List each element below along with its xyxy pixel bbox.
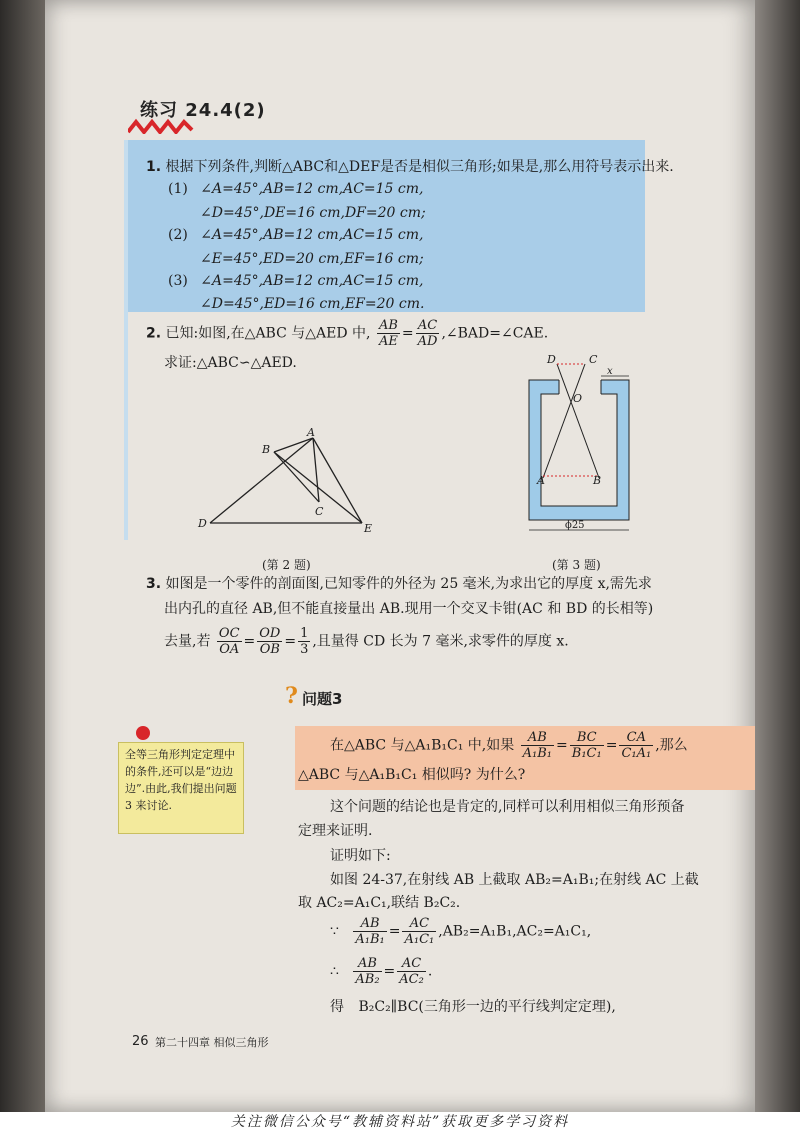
q1-item-1-b: ∠D=45°,DE=16 cm,DF=20 cm; [200, 205, 426, 221]
body-para-1-line-2: 定理来证明. [298, 823, 373, 839]
question-mark-icon: ? [285, 683, 298, 709]
equals-sign: = [401, 325, 414, 342]
fraction-numerator: AB [353, 916, 386, 932]
fig3-label-diameter: ϕ25 [565, 520, 585, 531]
p3-fraction-ca [619, 730, 653, 761]
q1-line [146, 156, 674, 178]
figure-3-caption: (第 3 题) [552, 558, 601, 572]
fraction-denominator: 3 [300, 642, 309, 657]
figure-2-caption: (第 2 题) [262, 558, 311, 572]
problem-3-text: 在△ABC 与△A₁B₁C₁ 中,如果 [330, 737, 515, 754]
step1-fraction-ac [402, 916, 436, 947]
q2-fraction-ac-ad [416, 318, 440, 349]
scan-left-edge [0, 0, 45, 1112]
p3-fraction-bc [570, 730, 604, 761]
fig2-label-e: E [364, 522, 373, 535]
q2-prove: 求证:△ABC∽△AED. [164, 355, 297, 371]
q1-item-text: ∠A=45°,AB=12 cm,AC=15 cm, [200, 181, 424, 197]
q3-line-1 [146, 573, 652, 595]
fraction-denominator: AB₂ [355, 972, 380, 987]
fig3-label-b: B [593, 474, 602, 487]
fraction-numerator: AB [521, 730, 554, 746]
fraction-denominator: OB [259, 642, 280, 657]
margin-tip-note: 全等三角形判定定理中的条件,还可以是“边边边”.由此,我们提出问题 3 来讨论. [118, 742, 244, 834]
step1-fraction-ab [353, 916, 386, 947]
q1-item-1-a [168, 178, 423, 200]
fig2-label-a: A [307, 426, 315, 439]
q1-item-2-a [168, 224, 423, 246]
fraction-numerator: AC [397, 956, 426, 972]
fraction-numerator: OC [218, 626, 240, 641]
fraction-numerator: OD [259, 626, 281, 641]
fig3-label-a: A [537, 474, 545, 487]
figure-2-triangles [190, 420, 380, 540]
q1-item-text: ∠A=45°,AB=12 cm,AC=15 cm, [200, 273, 424, 289]
fraction-numerator: 1 [300, 626, 309, 641]
proof-conclusion [330, 996, 616, 1018]
problem-3-line-2: △ABC 与△A₁B₁C₁ 相似吗? 为什么? [298, 767, 526, 783]
q2-line [146, 318, 548, 349]
exercise-title: 练习 24.4(2) [140, 100, 266, 121]
q3-number: 3. [146, 576, 162, 592]
q1-item-label: (3) [168, 273, 188, 289]
q3-fraction-one-third [298, 626, 310, 657]
p3-fraction-ab [521, 730, 554, 761]
fraction-denominator: B₁C₁ [571, 746, 602, 761]
fraction-numerator: AC [402, 916, 436, 932]
proof-label: 证明如下: [330, 848, 391, 864]
q3-fraction-oc-oa [217, 626, 242, 657]
therefore-symbol: ∴ [330, 963, 339, 980]
fig3-label-o: O [573, 392, 583, 405]
step1-suffix: ,AB₂=A₁B₁,AC₂=A₁C₁, [438, 923, 592, 940]
fraction-denominator: AE [378, 334, 398, 349]
step2-fraction-ab [353, 956, 381, 987]
red-zigzag-icon [128, 118, 198, 134]
q3-text: 去量,若 [164, 633, 211, 650]
fraction-denominator: A₁B₁ [522, 746, 553, 761]
fraction-numerator: AB [353, 956, 381, 972]
footer-watermark-note: 关注微信公众号“教辅资料站”获取更多学习资料 [230, 1114, 570, 1130]
problem-3-text: ,那么 [655, 737, 688, 754]
fig3-label-d: D [547, 353, 556, 366]
q1-item-label: (1) [168, 181, 188, 197]
fig3-label-c: C [589, 353, 598, 366]
q1-item-label: (2) [168, 227, 188, 243]
fig2-label-b: B [262, 443, 271, 456]
q3-text: ,且量得 CD 长为 7 毫米,求零件的厚度 x. [312, 633, 569, 650]
fraction-numerator: AB [378, 318, 398, 333]
fraction-denominator: AD [417, 334, 438, 349]
q1-item-text: ∠A=45°,AB=12 cm,AC=15 cm, [200, 227, 424, 243]
fraction-denominator: A₁C₁ [404, 932, 435, 947]
q1-prompt: 根据下列条件,判断△ABC和△DEF是否是相似三角形;如果是,那么用符号表示出来. [165, 159, 674, 175]
lightbulb-icon [136, 726, 150, 740]
q3-line-3: 去量,若 $\frac{OC}{OA}$ = $\frac{OD}{OB}$ = $\frac{1}{3}$ ,且量得 CD 长为 7 毫米,求零件的厚度 x. [164, 626, 569, 657]
fig3-label-x: x [607, 366, 613, 377]
fig2-label-d: D [198, 517, 207, 530]
because-symbol: ∵ [330, 923, 339, 940]
q1-item-2-b: ∠E=45°,ED=20 cm,EF=16 cm; [200, 251, 424, 267]
get-label: 得 [330, 999, 344, 1015]
scan-right-edge [755, 0, 800, 1112]
exercise-side-bar [124, 140, 128, 540]
q3-text: 如图是一个零件的剖面图,已知零件的外径为 25 毫米,为求出它的厚度 x,需先求 [165, 576, 652, 592]
fig2-label-c: C [315, 505, 324, 518]
fraction-numerator: CA [619, 730, 653, 746]
problem-3-heading: 问题3 [302, 690, 343, 708]
q1-item-3-a [168, 270, 423, 292]
chapter-title: 第二十四章 相似三角形 [155, 1036, 269, 1049]
proof-step-therefore: ∴ $\frac{AB}{\text{AB₂}}$ = $\frac{AC}{\text{AC₂}}$ . [330, 956, 433, 987]
fraction-numerator: AC [416, 318, 440, 334]
fraction-denominator: AC₂ [399, 972, 424, 987]
problem-3-line-1: 在△ABC 与△A₁B₁C₁ 中,如果 $\frac{AB}{\text{A₁B₁}}$ = $\frac{BC}{\text{B₁C₁}}$ = $\frac{CA}{\text{C₁A₁}}$ ,那么 [330, 730, 688, 761]
q1-item-3-b: ∠D=45°,ED=16 cm,EF=20 cm. [200, 296, 425, 312]
step2-fraction-ac [397, 956, 426, 987]
q2-suffix: ,∠BAD=∠CAE. [441, 325, 549, 342]
body-para-1-line-1: 这个问题的结论也是肯定的,同样可以利用相似三角形预备 [330, 799, 685, 815]
proof-line-2: 取 AC₂=A₁C₁,联结 B₂C₂. [298, 895, 461, 911]
fraction-denominator: A₁B₁ [355, 932, 385, 947]
q2-fraction-ab-ae [377, 318, 400, 349]
fraction-numerator: BC [570, 730, 604, 746]
q1-number: 1. [146, 159, 162, 175]
figure-3-part-section [515, 350, 650, 550]
fraction-denominator: C₁A₁ [621, 746, 652, 761]
get-text: B₂C₂∥BC(三角形一边的平行线判定定理), [358, 999, 616, 1015]
q3-line-2: 出内孔的直径 AB,但不能直接量出 AB.现用一个交叉卡钳(AC 和 BD 的长相等) [164, 601, 654, 617]
proof-step-because: ∵ $\frac{AB}{\text{A₁B₁}}$ = $\frac{AC}{\text{A₁C₁}}$ ,AB₂=A₁B₁,AC₂=A₁C₁, [330, 916, 592, 947]
q2-prefix: 已知:如图,在△ABC 与△AED 中, [165, 325, 371, 342]
q3-fraction-od-ob [257, 626, 282, 657]
fraction-denominator: OA [219, 642, 240, 657]
page-number: 26 [132, 1034, 149, 1049]
q2-number: 2. [146, 325, 162, 342]
step2-suffix: . [427, 963, 433, 980]
proof-line-1: 如图 24-37,在射线 AB 上截取 AB₂=A₁B₁;在射线 AC 上截 [330, 872, 699, 888]
